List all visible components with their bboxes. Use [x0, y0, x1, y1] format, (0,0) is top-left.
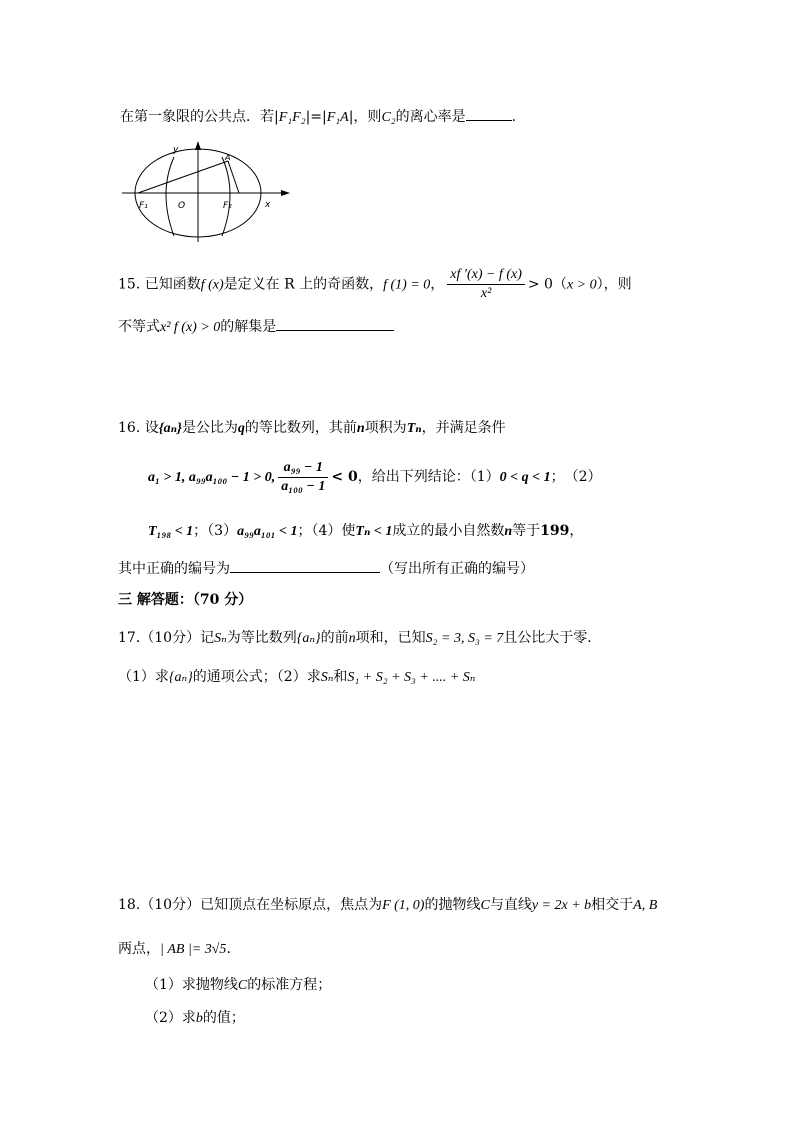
q16-text: ，给出下列结论：（1） [357, 469, 500, 485]
q16-n: n [356, 421, 365, 436]
fraction-denominator: x² [480, 286, 492, 301]
q17-sequence: {aₙ} [168, 670, 193, 685]
label-y: y [173, 145, 179, 155]
q14-end: . [511, 109, 517, 125]
q17-text: 项和，已知 [355, 630, 426, 646]
q16-text: ；（3） [193, 523, 238, 539]
q17-part: 的通项公式；（2）求 [192, 669, 321, 685]
q16-text: 的等比数列，其前 [244, 420, 357, 436]
q16-text: （写出所有正确的编号） [380, 561, 534, 577]
question-score: （10分） [140, 630, 201, 646]
question-number: 16. [118, 420, 141, 436]
q15-text: 不等式 [118, 319, 160, 335]
q16-text: ， [569, 523, 584, 539]
answer-blank[interactable] [276, 316, 394, 331]
label-o: O [178, 201, 186, 211]
q17-part: （1）求 [118, 669, 169, 685]
q18-ab-length: | AB |= 3√5 [160, 942, 227, 957]
q16-text: ，并满足条件 [421, 420, 506, 436]
q17-sn: Sₙ [320, 670, 334, 685]
question-number: 17. [118, 630, 141, 646]
fraction-numerator: xf ′(x) − f (x) [447, 266, 525, 285]
q17-sn: Sₙ [214, 631, 227, 646]
hyperbola-left-branch [166, 157, 174, 236]
q18-points: A, B [633, 898, 658, 913]
q15-text: 的解集是 [220, 319, 277, 335]
section-title [118, 590, 252, 610]
q17-text: 记 [200, 630, 215, 646]
q16-text: 设 [144, 420, 159, 436]
fraction-numerator: a₉₉ − 1 [278, 459, 328, 478]
section-title-text: 三 解答题：（70 分） [118, 592, 253, 608]
q18-b: b [195, 1011, 203, 1026]
q17-text: 为等比数列 [226, 630, 297, 646]
q17-n: n [348, 631, 356, 646]
label-f1: F₁ [139, 201, 148, 211]
segment-f1-a [138, 161, 228, 193]
hyperbola-right-branch [222, 157, 230, 236]
q18-part: （1）求抛物线 [145, 977, 238, 993]
q18-text: 已知顶点在坐标原点，焦点为 [200, 897, 383, 913]
q17-text: 且公比大于零． [503, 630, 602, 646]
question-number: 18. [118, 897, 141, 913]
q16-conclusion-3: a₉₉a₁₀₁ < 1 [237, 524, 298, 539]
q17-text: 和 [333, 669, 348, 685]
answer-blank[interactable] [230, 558, 380, 573]
q15-text: 是定义在 R 上的奇函数， [223, 276, 384, 293]
label-f2: F₂ [223, 201, 232, 211]
q16-line4 [118, 558, 534, 579]
q15-text: 已知函数 [144, 276, 201, 293]
q16-text: 成立的最小自然数 [392, 523, 505, 539]
q18-line-eq: y = 2x + b [531, 898, 592, 913]
q16-line2 [148, 458, 602, 497]
q16-text: 是公比为 [181, 420, 238, 436]
q17-text: 的前 [320, 630, 349, 646]
q16-text: 项积为 [364, 420, 407, 436]
q17-line1 [118, 628, 601, 649]
q16-q: q [237, 421, 245, 436]
q18-part: （2）求 [145, 1010, 196, 1026]
q16-conclusion-2: T₁₉₈ < 1 [148, 524, 194, 539]
ellipse-hyperbola-figure [118, 140, 298, 245]
q15-inequality: x² f (x) > 0 [160, 320, 221, 335]
q18-part: 的值； [202, 1010, 245, 1026]
question-score: （10分） [140, 897, 201, 913]
q14-f1f2: F₁F₂ [278, 110, 306, 125]
q16-text: 其中正确的编号为 [118, 561, 230, 577]
q15-line1 [118, 266, 632, 304]
label-a: A [225, 153, 231, 162]
q17-sequence: {aₙ} [296, 631, 321, 646]
q14-text: |，则 [348, 109, 382, 125]
q14-text: |=| [305, 109, 327, 125]
question-number: 15. [118, 276, 141, 293]
q16-lt0: < 0 [331, 469, 358, 485]
q15-fraction [447, 266, 525, 303]
q16-value: 199 [540, 523, 570, 539]
q14-line [120, 106, 516, 128]
q18-text: . [226, 941, 231, 957]
q16-line1 [118, 418, 506, 439]
q17-condition: S₂ = 3, S₃ = 7 [425, 631, 504, 646]
q16-fraction [278, 459, 328, 496]
q16-n: n [504, 524, 513, 539]
q16-text: 等于 [512, 523, 541, 539]
x-axis-arrow [281, 190, 290, 196]
q16-sequence: {aₙ} [158, 421, 182, 436]
q14-text: 在第一象限的公共点．若| [120, 109, 279, 125]
q18-text: 与直线 [489, 897, 532, 913]
q15-text: > 0（ [527, 276, 567, 293]
q18-line1 [118, 895, 657, 916]
fraction-denominator: a₁₀₀ − 1 [281, 478, 326, 494]
q15-text: ， [430, 276, 445, 293]
q18-parabola: C [480, 898, 490, 913]
q16-condition: a₁ > 1, a₉₉a₁₀₀ − 1 > 0, [148, 470, 276, 485]
q18-part: 的标准方程； [247, 977, 332, 993]
q15-condition: x > 0 [566, 277, 597, 293]
q18-parabola: C [237, 978, 248, 993]
answer-blank[interactable] [466, 106, 512, 121]
q14-c2: C₂ [381, 110, 396, 125]
q14-f1a: F₁A [326, 110, 349, 125]
q18-text: 相交于 [591, 897, 634, 913]
q14-text: 的离心率是 [395, 109, 466, 125]
q18-text: 两点， [118, 941, 160, 957]
q16-conclusion-4: Tₙ < 1 [355, 524, 393, 539]
q16-text: ； （2） [550, 469, 602, 485]
q18-part1 [145, 975, 331, 996]
q15-fx: f (x) [200, 277, 224, 293]
q17-sum: S₁ + S₂ + S₃ + .... + Sₙ [347, 670, 476, 685]
q18-part2 [145, 1008, 245, 1029]
y-axis-arrow [195, 141, 201, 150]
label-x: x [265, 200, 271, 210]
q17-line2 [118, 667, 475, 688]
q15-f1: f (1) = 0 [383, 277, 431, 293]
q16-conclusion-1: 0 < q < 1 [499, 470, 551, 485]
q15-text: ），则 [596, 276, 632, 293]
q18-text: 的抛物线 [424, 897, 481, 913]
q16-text: ；（4）使 [297, 523, 356, 539]
q16-line3 [148, 521, 583, 542]
q15-line2 [118, 316, 394, 338]
q18-focus: F (1, 0) [382, 898, 425, 913]
q16-tn: Tₙ [406, 421, 422, 436]
q18-line2 [118, 939, 231, 960]
